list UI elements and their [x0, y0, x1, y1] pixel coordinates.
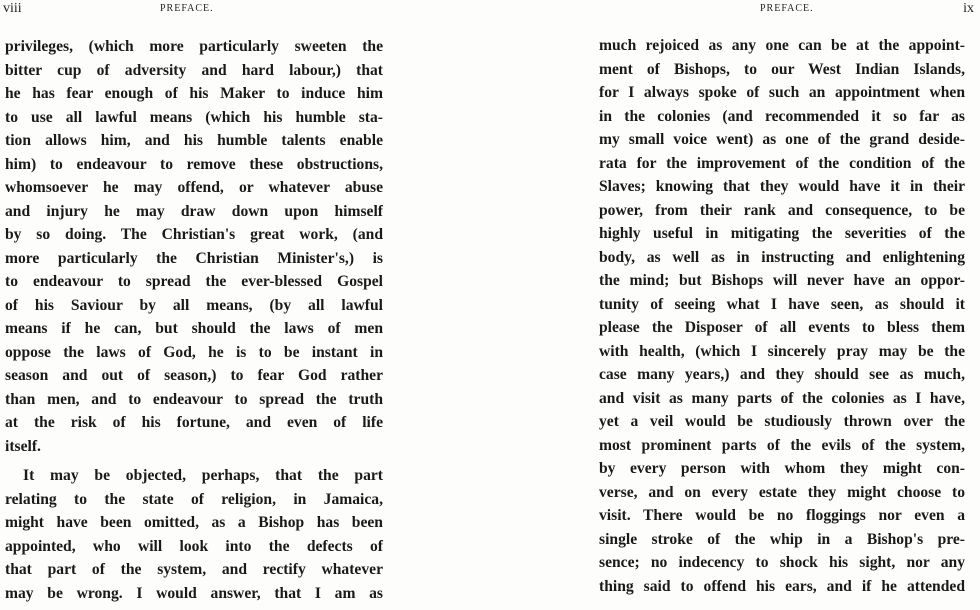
running-head: PREFACE. [160, 3, 214, 14]
text-line: rata for the improvement of the condition of the [599, 154, 965, 172]
text-line: privileges, (which more particularly sweeten the [5, 38, 383, 55]
text-body [599, 34, 965, 598]
text-line: than men, and to endeavour to spread the truth [5, 390, 383, 408]
running-head: PREFACE. [760, 3, 814, 14]
text-line: he has fear enough of his Maker to induce him [5, 85, 383, 102]
text-line: might have been omitted, as a Bishop has been [5, 514, 383, 531]
text-line: season and out of season,) to fear God rather [5, 367, 383, 384]
text-line: and injury he may draw down upon himself [5, 202, 383, 220]
text-line: by every person with whom they might con- [599, 460, 965, 477]
text-line: highly useful in mitigating the severities of the [599, 225, 965, 242]
text-line: him) to endeavour to remove these obstructions, [5, 155, 383, 173]
text-line: at the risk of his fortune, and even of life [5, 414, 383, 431]
text-line: whomsoever he may offend, or whatever abuse [5, 179, 383, 196]
text-line: bitter cup of adversity and hard labour,) that [5, 61, 383, 79]
text-line: appointed, who will look into the defects of [5, 537, 383, 555]
text-line: tunity of seeing what I have seen, as should it [599, 295, 965, 313]
left-page [0, 0, 395, 610]
text-line: power, from their rank and consequence, to be [599, 201, 965, 219]
text-line: for I always spoke of such an appointment when [599, 84, 965, 101]
text-line: by so doing. The Christian's great work, (and [5, 226, 383, 243]
text-line: and visit as many parts of the colonies as I have, [599, 389, 965, 407]
text-line: means if he can, but should the laws of men [5, 320, 383, 337]
text-line: body, as well as in instructing and enlightening [599, 248, 965, 266]
page-number: viii [3, 1, 22, 16]
text-line: case many years,) and they should see as much, [599, 366, 965, 383]
text-line: visit. There would be no floggings nor even a [599, 507, 965, 524]
text-line: with health, (which I sincerely pray may be the [599, 342, 965, 360]
text-line: much rejoiced as any one can be at the appoint- [599, 37, 965, 54]
text-line: ment of Bishops, to our West Indian Islands, [599, 60, 965, 78]
text-line: please the Disposer of all events to bless them [599, 319, 965, 336]
text-line: to use all lawful means (which his humble sta- [5, 108, 383, 126]
text-line: single stroke of the whip in a Bishop's pre- [599, 530, 965, 548]
text-line: that part of the system, and rectify whatever [5, 561, 383, 578]
text-line: may be wrong. I would answer, that I am as [5, 584, 383, 602]
text-line: yet a veil would be studiously thrown over the [599, 413, 965, 430]
text-line: It may be objected, perhaps, that the part [23, 467, 383, 484]
text-line: most prominent parts of the evils of the system, [599, 436, 965, 454]
text-line: my small voice went) as one of the grand deside- [599, 131, 965, 148]
text-line: verse, and on every estate they might choose to [599, 483, 965, 501]
text-line: relating to the state of religion, in Jamaica, [5, 490, 383, 508]
right-page [590, 0, 980, 610]
text-line: to endeavour to spread the ever-blessed Gospel [5, 273, 383, 290]
text-line: itself. [5, 437, 41, 455]
text-body [5, 35, 383, 605]
text-line: Slaves; knowing that they would have it in their [599, 178, 965, 195]
page-number: ix [963, 1, 974, 16]
text-line: in the colonies (and recommended it so far as [599, 107, 965, 125]
text-line: thing said to offend his ears, and if he attended [599, 577, 965, 595]
text-line: more particularly the Christian Minister's,) is [5, 249, 383, 267]
text-line: oppose the laws of God, he is to be instant in [5, 343, 383, 361]
text-line: tion allows him, and his humble talents enable [5, 132, 383, 149]
text-line: the mind; but Bishops will never have an oppor- [599, 272, 965, 289]
text-line: of his Saviour by all means, (by all lawful [5, 296, 383, 314]
text-line: sence; no indecency to shock his sight, nor any [599, 554, 965, 571]
